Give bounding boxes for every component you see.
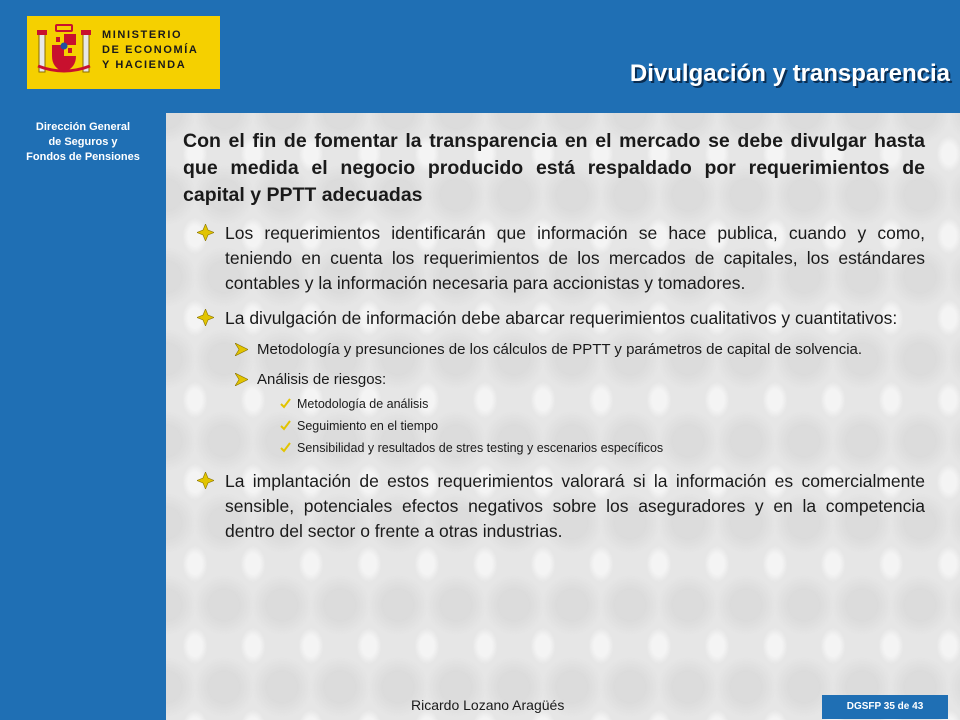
organization-name [0, 120, 166, 165]
author-name: Ricardo Lozano Aragüés [411, 697, 565, 713]
diamond-cross-icon [197, 224, 214, 241]
ministry-name [102, 28, 198, 73]
check-item [183, 440, 925, 457]
check-item [183, 418, 925, 435]
coat-of-arms-icon [35, 22, 93, 84]
ministry-logo [27, 16, 220, 89]
checkmark-icon [280, 442, 291, 453]
slide-title: Divulgación y transparencia [629, 60, 950, 87]
bullet-item [183, 221, 925, 296]
bullet-item [183, 469, 925, 544]
sub-bullet-item [183, 339, 925, 360]
diamond-cross-icon [197, 472, 214, 489]
org-line-1: Dirección General [35, 121, 131, 133]
check-text: Sensibilidad y resultados de stres testing y escenarios específicos [297, 441, 664, 455]
sub-bullet-text: Análisis de riesgos: [257, 371, 387, 388]
ministry-line-2: DE ECONOMÍA [102, 44, 199, 56]
arrow-right-icon [235, 373, 248, 386]
page-indicator: DGSFP 35 de 43 [822, 695, 948, 719]
checkmark-icon [280, 420, 291, 431]
ministry-line-1: MINISTERIO [102, 29, 183, 41]
bullet-text: Los requerimientos identificarán que información se hace publica, cuando y como, teniendo en cuenta los requerimientos de los mercados de capitales, los estándares contables y la información necesaria para accionistas y tomadores. [225, 223, 925, 293]
check-item [183, 396, 925, 413]
bullet-text: La divulgación de información debe abarcar requerimientos cualitativos y cuantitativos: [225, 308, 898, 328]
sub-bullet-item [183, 369, 925, 390]
check-text: Metodología de análisis [297, 397, 429, 411]
org-line-2: de Seguros y [48, 136, 118, 148]
ministry-line-3: Y HACIENDA [102, 59, 187, 71]
bullet-item [183, 306, 925, 331]
diamond-cross-icon [197, 309, 214, 326]
arrow-right-icon [235, 343, 248, 356]
intro-paragraph: Con el fin de fomentar la transparencia en el mercado se debe divulgar hasta que medida el negocio producido está respaldado por requerimientos de capital y PPTT adecuadas [183, 130, 925, 206]
checkmark-icon [280, 398, 291, 409]
bullet-text: La implantación de estos requerimientos valorará si la información es comercialmente sensible, potenciales efectos negativos sobre los aseguradores y en la competencia dentro del sector o frente a otras industrias. [225, 471, 925, 541]
sub-bullet-text: Metodología y presunciones de los cálculos de PPTT y parámetros de capital de solvencia. [257, 341, 863, 358]
sidebar-panel [0, 113, 166, 720]
org-line-3: Fondos de Pensiones [26, 151, 140, 163]
slide-body [183, 128, 925, 554]
check-text: Seguimiento en el tiempo [297, 419, 439, 433]
